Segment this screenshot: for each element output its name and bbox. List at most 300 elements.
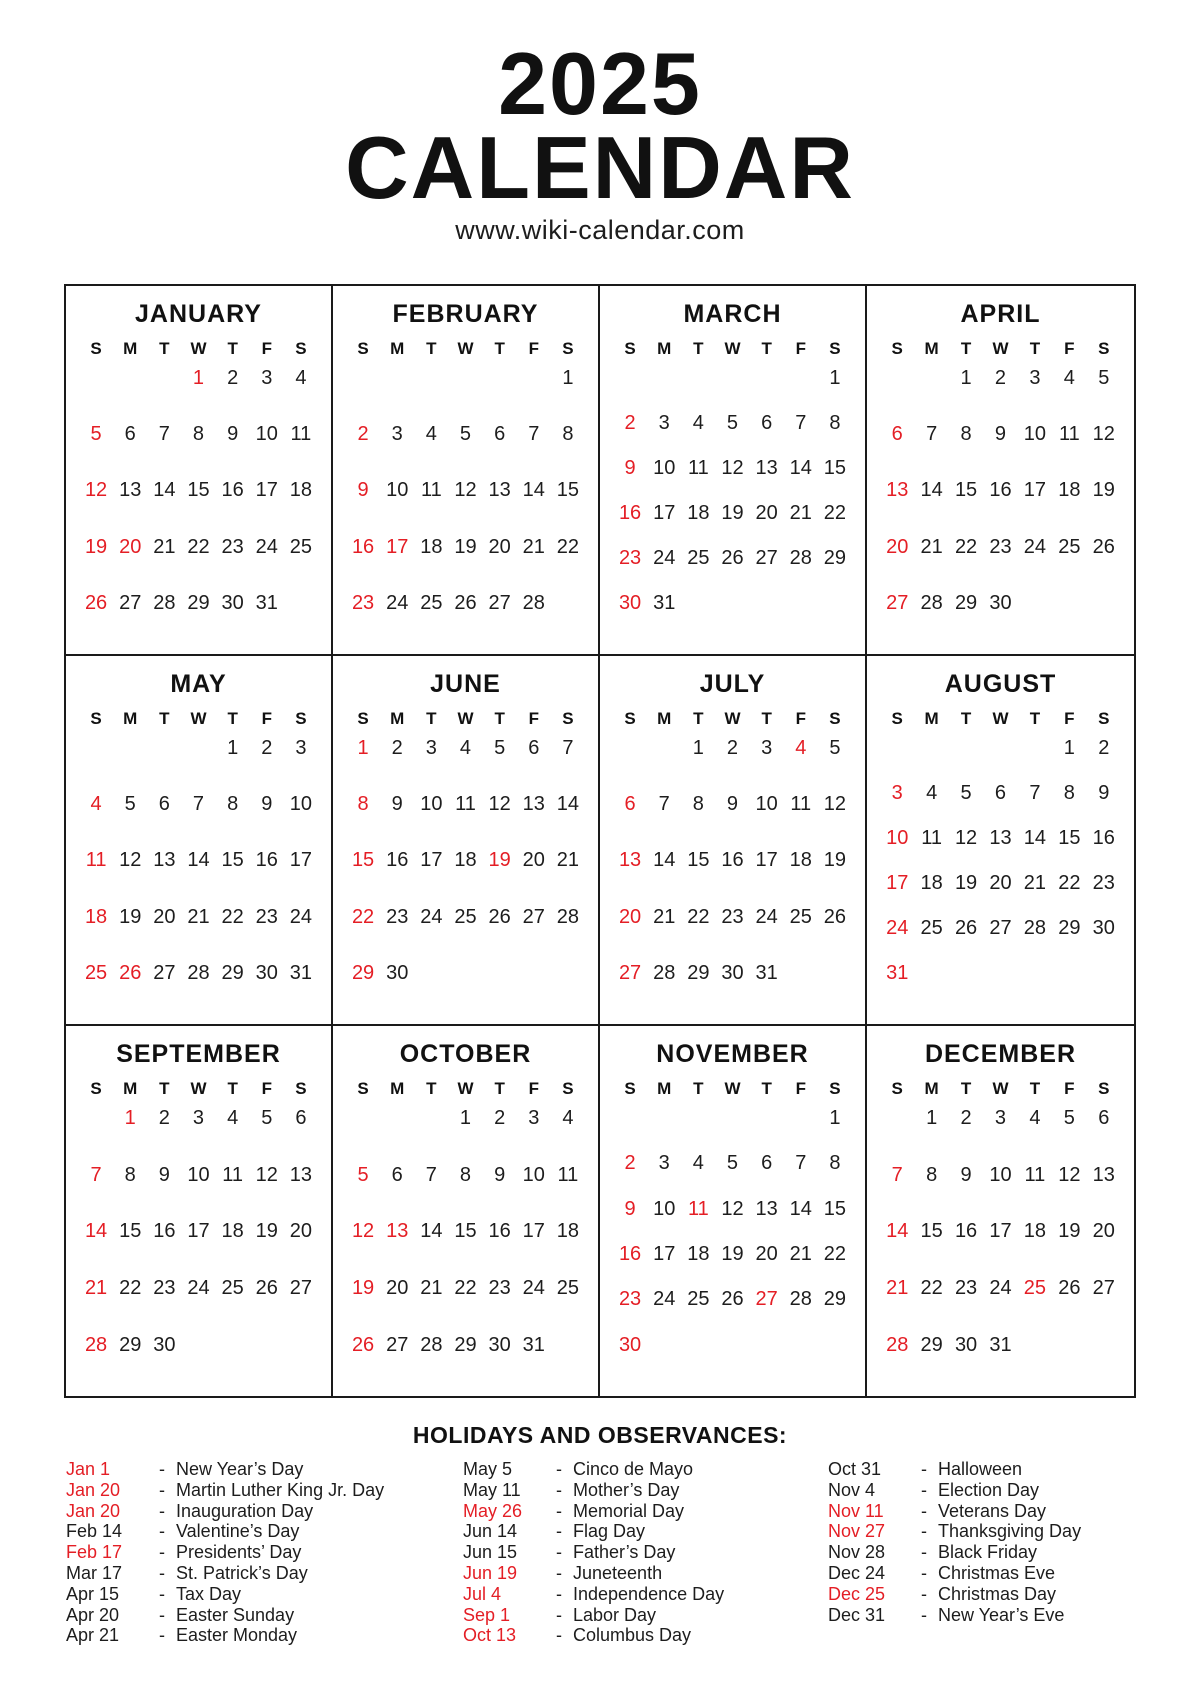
- day-cell: 22: [954, 535, 978, 558]
- day-cell: 10: [187, 1163, 210, 1186]
- day-cell: 2: [227, 366, 239, 389]
- holiday-entry: [463, 1480, 828, 1501]
- day-of-week-label: M: [390, 1078, 405, 1098]
- day-cell: 14: [556, 793, 580, 816]
- day-cell: 4: [425, 423, 437, 446]
- day-cell: 27: [755, 1288, 778, 1311]
- day-cell: 15: [351, 849, 375, 872]
- day-cell: 6: [761, 411, 773, 434]
- day-of-week-label: S: [357, 338, 369, 358]
- day-cell: [79, 1107, 113, 1129]
- week-row: [880, 827, 1121, 849]
- month-title: DECEMBER: [924, 1039, 1077, 1068]
- day-cell: 6: [124, 423, 136, 446]
- day-cell: 14: [789, 456, 812, 479]
- holiday-entry: [463, 1501, 828, 1522]
- holiday-date: Jun 15: [463, 1542, 518, 1563]
- day-of-week-label: F: [1064, 1078, 1075, 1098]
- day-cell: 23: [221, 535, 244, 558]
- week-row: [79, 1277, 318, 1299]
- holiday-entry: [828, 1521, 1081, 1542]
- day-cell: 24: [653, 546, 676, 569]
- day-cell: 27: [119, 591, 142, 614]
- day-cell: 31: [653, 591, 676, 614]
- weeks-container: [600, 1099, 865, 1396]
- week-row: [79, 1334, 318, 1356]
- day-of-week-label: T: [960, 708, 972, 728]
- day-of-week-label: S: [295, 708, 307, 728]
- day-cell: 31: [755, 961, 778, 984]
- day-of-week-label: T: [761, 338, 772, 358]
- day-cell: 10: [653, 1197, 676, 1220]
- day-cell: [750, 1334, 784, 1356]
- holiday-dash: -: [159, 1479, 165, 1500]
- week-row: [346, 1277, 585, 1299]
- month-title: JANUARY: [135, 299, 262, 328]
- week-row: [880, 1164, 1121, 1186]
- day-of-week-label: M: [123, 708, 138, 728]
- day-cell: 29: [823, 1288, 847, 1311]
- day-cell: 15: [556, 479, 580, 502]
- day-cell: 22: [221, 905, 244, 928]
- day-cell: 9: [158, 1163, 170, 1186]
- day-cell: 26: [488, 905, 511, 928]
- day-cell: 18: [454, 849, 477, 872]
- holiday-dash: -: [921, 1479, 927, 1500]
- day-of-week-label: S: [90, 1078, 102, 1098]
- day-cell: 5: [459, 423, 472, 446]
- day-cell: 26: [255, 1277, 278, 1300]
- day-of-week-label: W: [724, 1078, 741, 1098]
- holiday-entry: [828, 1563, 1081, 1584]
- day-cell: 19: [351, 1277, 375, 1300]
- day-cell: 28: [420, 1333, 443, 1356]
- day-cell: 9: [494, 1163, 506, 1186]
- day-cell: 20: [989, 871, 1012, 894]
- day-cell: 7: [795, 1152, 807, 1175]
- holiday-entry: [66, 1625, 463, 1646]
- day-cell: [551, 962, 585, 984]
- day-cell: [113, 737, 147, 759]
- day-cell: 14: [84, 1220, 108, 1243]
- day-cell: 21: [153, 535, 176, 558]
- day-cell: 10: [420, 793, 443, 816]
- day-of-week-label: T: [159, 338, 170, 358]
- day-of-week-row: [867, 709, 1134, 729]
- day-of-week-label: F: [528, 1078, 539, 1098]
- day-cell: 1: [562, 366, 574, 389]
- holiday-entry: [66, 1542, 463, 1563]
- day-cell: 25: [1023, 1277, 1047, 1300]
- day-cell: 13: [618, 849, 642, 872]
- day-of-week-row: [66, 709, 331, 729]
- week-row: [613, 906, 852, 928]
- day-cell: 30: [221, 591, 244, 614]
- day-cell: 19: [454, 535, 477, 558]
- day-cell: [613, 1107, 647, 1129]
- day-cell: 31: [886, 961, 909, 984]
- day-of-week-label: S: [562, 338, 574, 358]
- week-row: [613, 592, 852, 614]
- week-row: [79, 423, 318, 445]
- day-cell: [147, 737, 181, 759]
- day-of-week-label: T: [426, 338, 437, 358]
- holiday-name: St. Patrick’s Day: [176, 1562, 308, 1583]
- day-of-week-label: T: [426, 708, 437, 728]
- day-cell: 10: [522, 1163, 545, 1186]
- month-june: [333, 656, 600, 1026]
- day-cell: 30: [153, 1333, 176, 1356]
- week-row: [79, 536, 318, 558]
- day-cell: [983, 737, 1017, 759]
- week-row: [346, 1334, 585, 1356]
- day-cell: 19: [954, 871, 978, 894]
- day-cell: 2: [624, 1152, 636, 1175]
- day-cell: 15: [823, 456, 847, 479]
- week-row: [880, 962, 1121, 984]
- day-cell: 27: [1092, 1277, 1115, 1300]
- day-cell: 12: [351, 1220, 375, 1243]
- day-cell: 2: [391, 736, 403, 759]
- day-cell: 17: [289, 849, 313, 872]
- day-cell: 9: [261, 793, 273, 816]
- day-cell: 9: [726, 793, 739, 816]
- day-cell: 14: [1023, 826, 1047, 849]
- day-cell: 28: [153, 591, 176, 614]
- day-cell: 23: [618, 546, 642, 569]
- day-cell: 19: [721, 501, 744, 524]
- day-of-week-label: F: [528, 708, 539, 728]
- week-row: [346, 367, 585, 389]
- day-cell: 18: [289, 479, 313, 502]
- holiday-date: May 26: [463, 1500, 523, 1521]
- day-cell: 14: [187, 849, 210, 872]
- holiday-date: Nov 4: [828, 1479, 876, 1500]
- day-of-week-label: S: [357, 1078, 369, 1098]
- day-cell: 4: [926, 781, 938, 804]
- holiday-dash: -: [921, 1542, 927, 1563]
- day-cell: [784, 367, 818, 389]
- day-of-week-label: F: [261, 338, 272, 358]
- day-of-week-label: W: [190, 338, 207, 358]
- day-cell: 23: [153, 1277, 176, 1300]
- day-cell: 13: [153, 849, 176, 872]
- holiday-dash: -: [921, 1604, 927, 1625]
- day-cell: 8: [829, 1152, 841, 1175]
- holiday-entry: [463, 1521, 828, 1542]
- day-of-week-label: T: [159, 708, 170, 728]
- day-cell: 16: [351, 535, 375, 558]
- day-of-week-label: S: [90, 708, 102, 728]
- week-row: [880, 1107, 1121, 1129]
- day-of-week-label: S: [624, 708, 636, 728]
- holiday-date: Feb 14: [66, 1521, 123, 1542]
- weeks-container: [333, 1099, 598, 1396]
- calendar-grid: [64, 284, 1136, 1398]
- day-cell: 26: [721, 1288, 744, 1311]
- day-cell: [448, 962, 482, 984]
- day-cell: 26: [823, 905, 847, 928]
- holiday-entry: [66, 1605, 463, 1626]
- week-row: [613, 457, 852, 479]
- day-cell: 19: [823, 849, 847, 872]
- day-cell: 20: [153, 905, 176, 928]
- day-of-week-label: S: [562, 1078, 574, 1098]
- day-cell: 17: [187, 1220, 210, 1243]
- day-of-week-label: M: [390, 338, 405, 358]
- weeks-container: [867, 359, 1134, 654]
- day-cell: 11: [455, 793, 476, 816]
- day-of-week-row: [600, 339, 865, 359]
- day-cell: 4: [562, 1106, 574, 1129]
- week-row: [346, 592, 585, 614]
- holiday-name: Christmas Eve: [938, 1562, 1056, 1583]
- day-cell: [715, 1334, 749, 1356]
- day-cell: [483, 367, 517, 389]
- day-cell: [784, 592, 818, 614]
- day-cell: [681, 1334, 715, 1356]
- holiday-dash: -: [556, 1604, 562, 1625]
- day-cell: 24: [886, 916, 909, 939]
- day-cell: 12: [721, 1197, 744, 1220]
- day-cell: [346, 367, 380, 389]
- day-cell: 1: [192, 366, 205, 389]
- day-cell: 22: [823, 501, 847, 524]
- day-cell: 27: [886, 591, 909, 614]
- day-cell: [784, 1334, 818, 1356]
- day-of-week-label: S: [1098, 1078, 1110, 1098]
- day-of-week-label: S: [90, 338, 102, 358]
- day-cell: [181, 1334, 215, 1356]
- holiday-date: Nov 28: [828, 1542, 886, 1563]
- holiday-dash: -: [159, 1458, 165, 1479]
- day-cell: 24: [755, 905, 778, 928]
- day-cell: [750, 592, 784, 614]
- month-may: [66, 656, 333, 1026]
- week-row: [880, 1277, 1121, 1299]
- page-header: [0, 0, 1200, 246]
- day-cell: 8: [926, 1163, 938, 1186]
- day-cell: 15: [687, 849, 710, 872]
- day-cell: 23: [989, 535, 1012, 558]
- weeks-container: [600, 729, 865, 1024]
- day-cell: 5: [494, 736, 506, 759]
- holiday-entry: [463, 1459, 828, 1480]
- day-of-week-label: T: [494, 1078, 505, 1098]
- holiday-dash: -: [556, 1542, 562, 1563]
- day-cell: 29: [454, 1333, 477, 1356]
- day-cell: 8: [192, 423, 205, 446]
- holiday-dash: -: [159, 1583, 165, 1604]
- day-cell: 23: [255, 905, 278, 928]
- holiday-dash: -: [921, 1458, 927, 1479]
- day-cell: [880, 1107, 914, 1129]
- holiday-date: Nov 11: [828, 1500, 884, 1521]
- day-cell: 20: [119, 535, 142, 558]
- day-cell: 11: [687, 456, 709, 479]
- day-cell: 11: [222, 1163, 244, 1186]
- day-cell: 3: [261, 366, 273, 389]
- holiday-dash: -: [921, 1562, 927, 1583]
- day-cell: 2: [994, 366, 1007, 389]
- day-cell: 29: [1058, 916, 1081, 939]
- day-of-week-label: T: [960, 338, 972, 358]
- week-row: [79, 737, 318, 759]
- day-cell: 6: [994, 781, 1007, 804]
- day-cell: 30: [386, 961, 409, 984]
- day-cell: 3: [658, 1152, 670, 1175]
- week-row: [346, 906, 585, 928]
- day-of-week-row: [66, 1079, 331, 1099]
- day-cell: 15: [221, 849, 244, 872]
- day-cell: 29: [687, 961, 710, 984]
- day-cell: 9: [357, 479, 369, 502]
- day-cell: 17: [420, 849, 443, 872]
- day-cell: 27: [386, 1333, 409, 1356]
- day-cell: 22: [351, 905, 375, 928]
- day-cell: 3: [658, 411, 670, 434]
- page-title: CALENDAR: [345, 118, 855, 217]
- day-cell: 12: [488, 793, 511, 816]
- day-cell: 24: [386, 591, 409, 614]
- day-cell: 29: [920, 1333, 943, 1356]
- day-cell: 26: [119, 961, 142, 984]
- day-of-week-label: T: [227, 708, 238, 728]
- holiday-dash: -: [556, 1625, 562, 1646]
- day-cell: 25: [556, 1277, 580, 1300]
- month-march: [600, 286, 867, 656]
- week-row: [613, 1243, 852, 1265]
- day-cell: 4: [1029, 1106, 1041, 1129]
- day-of-week-label: S: [357, 708, 369, 728]
- day-cell: 18: [920, 871, 943, 894]
- day-cell: 7: [795, 411, 807, 434]
- day-of-week-row: [600, 1079, 865, 1099]
- day-cell: 24: [522, 1277, 545, 1300]
- day-cell: 28: [886, 1333, 909, 1356]
- day-cell: 17: [886, 871, 909, 894]
- day-cell: [250, 1334, 284, 1356]
- day-cell: [1087, 1334, 1121, 1356]
- day-cell: 28: [653, 961, 676, 984]
- holiday-dash: -: [556, 1479, 562, 1500]
- week-row: [346, 1107, 585, 1129]
- day-cell: 5: [829, 736, 841, 759]
- month-april: [867, 286, 1134, 656]
- day-cell: 1: [960, 366, 972, 389]
- day-cell: 22: [119, 1277, 142, 1300]
- day-cell: 13: [886, 479, 909, 502]
- day-cell: 20: [522, 849, 545, 872]
- holiday-dash: -: [159, 1562, 165, 1583]
- week-row: [613, 1288, 852, 1310]
- day-cell: 21: [789, 1243, 812, 1266]
- holiday-dash: -: [159, 1521, 165, 1542]
- day-cell: 8: [829, 411, 841, 434]
- holiday-dash: -: [556, 1458, 562, 1479]
- day-cell: 5: [261, 1106, 273, 1129]
- day-cell: 29: [119, 1333, 142, 1356]
- holiday-name: Inauguration Day: [176, 1500, 314, 1521]
- day-of-week-label: T: [227, 1078, 238, 1098]
- day-of-week-label: W: [457, 708, 474, 728]
- day-cell: 2: [357, 423, 369, 446]
- holiday-name: Tax Day: [176, 1583, 242, 1604]
- day-cell: [448, 367, 482, 389]
- day-cell: 5: [90, 423, 102, 446]
- day-cell: [414, 962, 448, 984]
- holiday-dash: -: [921, 1521, 927, 1542]
- month-title: MARCH: [683, 299, 782, 328]
- day-cell: 12: [454, 479, 477, 502]
- day-cell: 12: [84, 479, 108, 502]
- day-cell: 27: [989, 916, 1012, 939]
- weeks-container: [333, 359, 598, 654]
- day-cell: 19: [255, 1220, 278, 1243]
- website-url: www.wiki-calendar.com: [455, 214, 745, 245]
- holiday-date: Jan 20: [66, 1479, 121, 1500]
- holiday-entry: [463, 1563, 828, 1584]
- day-cell: 25: [454, 905, 477, 928]
- weeks-container: [867, 1099, 1134, 1396]
- day-cell: 23: [954, 1277, 978, 1300]
- day-of-week-label: M: [123, 1078, 138, 1098]
- day-cell: 27: [488, 591, 511, 614]
- day-cell: [1087, 592, 1121, 614]
- week-row: [613, 1107, 852, 1129]
- holiday-name: Christmas Day: [938, 1583, 1057, 1604]
- holiday-name: Labor Day: [573, 1604, 657, 1625]
- day-cell: 13: [386, 1220, 409, 1243]
- month-title: AUGUST: [944, 669, 1057, 698]
- day-cell: [1052, 962, 1086, 984]
- day-cell: [647, 1334, 681, 1356]
- day-of-week-label: S: [624, 1078, 636, 1098]
- holiday-dash: -: [556, 1562, 562, 1583]
- day-cell: 29: [823, 546, 847, 569]
- holiday-name: Juneteenth: [573, 1562, 663, 1583]
- day-of-week-label: M: [390, 708, 405, 728]
- day-of-week-label: M: [657, 1078, 672, 1098]
- day-cell: [284, 592, 318, 614]
- day-of-week-label: S: [1098, 338, 1110, 358]
- day-cell: 20: [289, 1220, 313, 1243]
- day-cell: 1: [1063, 736, 1075, 759]
- day-cell: 6: [528, 736, 540, 759]
- day-cell: [181, 737, 215, 759]
- day-cell: 11: [1058, 423, 1080, 446]
- holiday-name: Veterans Day: [938, 1500, 1047, 1521]
- week-row: [880, 367, 1121, 389]
- holiday-entry: [66, 1501, 463, 1522]
- day-cell: 9: [994, 423, 1007, 446]
- day-cell: 7: [658, 793, 670, 816]
- holiday-name: Columbus Day: [573, 1625, 692, 1646]
- day-of-week-label: S: [829, 708, 841, 728]
- holiday-date: Jun 19: [463, 1562, 518, 1583]
- holiday-date: Jan 1: [66, 1458, 111, 1479]
- day-cell: 7: [158, 423, 170, 446]
- day-cell: 17: [653, 1243, 676, 1266]
- day-cell: 8: [124, 1163, 136, 1186]
- day-of-week-row: [333, 339, 598, 359]
- holiday-entry: [828, 1605, 1081, 1626]
- day-cell: 21: [84, 1277, 108, 1300]
- day-cell: 24: [420, 905, 443, 928]
- holiday-name: Halloween: [938, 1458, 1023, 1479]
- day-cell: 8: [960, 423, 972, 446]
- holiday-entry: [828, 1501, 1081, 1522]
